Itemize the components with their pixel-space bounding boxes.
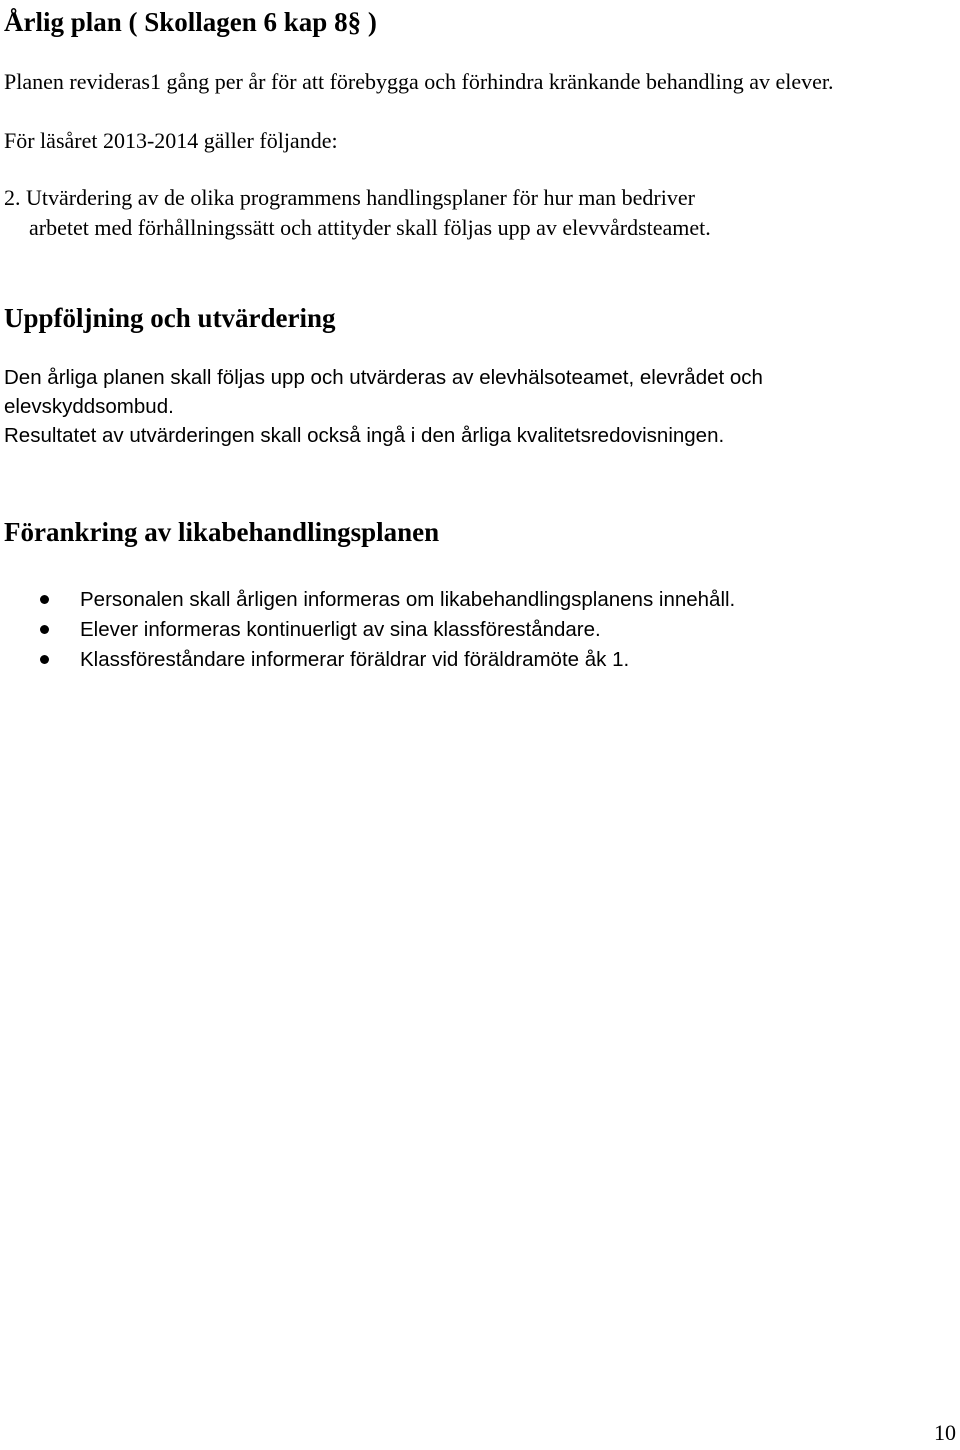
followup-line-2: elevskyddsombud. xyxy=(4,395,174,418)
intro-paragraph: Planen revideras1 gång per år för att förebygga och förhindra kränkande behandling av elever. xyxy=(4,69,834,94)
bullet-text: Elever informeras kontinuerligt av sina klassföreståndare. xyxy=(80,618,601,641)
bullet-text: Klassföreståndare informerar föräldrar vid föräldramöte åk 1. xyxy=(80,648,630,671)
item-2-line-2: arbetet med förhållningssätt och attityder skall följas upp av elevvårdsteamet. xyxy=(29,215,711,240)
bullet-icon xyxy=(40,595,49,604)
bullet-text: Personalen skall årligen informeras om likabehandlingsplanens innehåll. xyxy=(80,588,736,611)
page-title: Årlig plan ( Skollagen 6 kap 8§ ) xyxy=(4,7,377,37)
bullet-icon xyxy=(40,655,49,664)
page-number: 10 xyxy=(934,1420,956,1445)
bullet-icon xyxy=(40,625,49,634)
followup-heading: Uppföljning och utvärdering xyxy=(4,303,336,333)
followup-line-1: Den årliga planen skall följas upp och utvärderas av elevhälsoteamet, elevrådet och xyxy=(4,366,763,389)
anchoring-heading: Förankring av likabehandlingsplanen xyxy=(4,517,440,547)
school-year-line: För läsåret 2013-2014 gäller följande: xyxy=(4,128,338,153)
item-2-line-1: 2. Utvärdering av de olika programmens handlingsplaner för hur man bedriver xyxy=(4,185,695,210)
followup-line-3: Resultatet av utvärderingen skall också ingå i den årliga kvalitetsredovisningen. xyxy=(4,424,725,447)
